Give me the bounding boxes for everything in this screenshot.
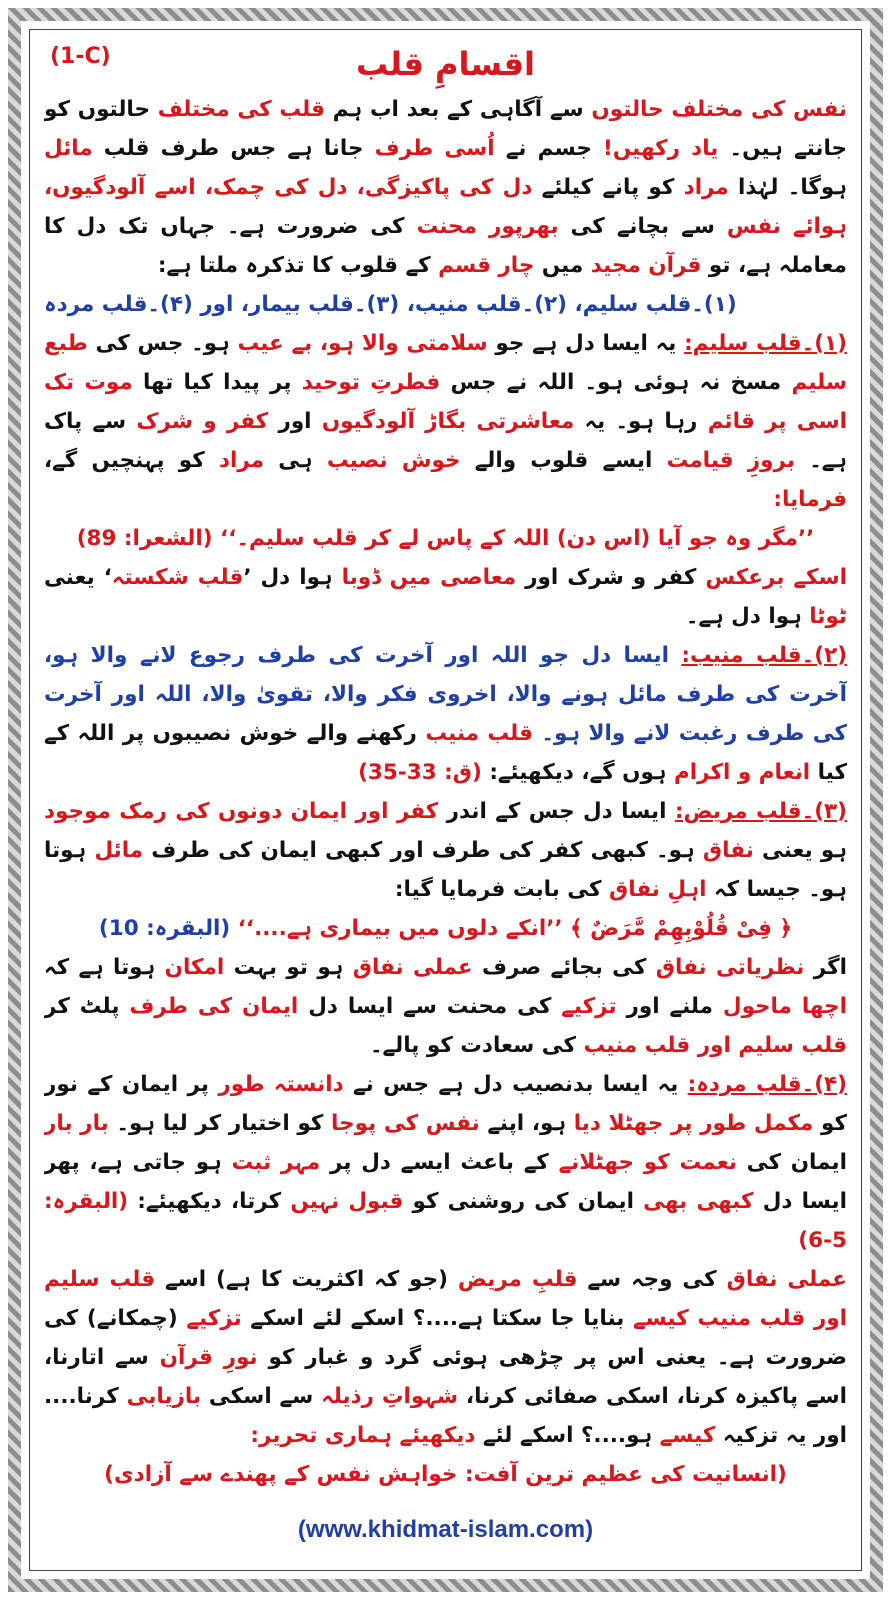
tazkiya-paragraph	[44, 1260, 847, 1455]
text-run: حالتوں کو جانتے ہیں۔	[44, 97, 847, 161]
text-run: عملی نفاق	[726, 1267, 847, 1292]
text-run: سے اتارنا، اسے پاکیزہ کرنا، اسکی صفائی کرنا،	[44, 1345, 847, 1409]
text-run: (۴)۔قلب مردہ:	[687, 1072, 847, 1097]
text-run: ایمان کی روشنی کو	[403, 1189, 644, 1214]
text-run: ہی	[264, 448, 327, 473]
text-run: بروزِ قیامت	[666, 448, 795, 473]
text-run: قرآن مجید	[590, 253, 702, 278]
text-run: کفر اور ایمان دونوں کی رمک موجود	[44, 799, 439, 824]
website-link[interactable]: (www.khidmat-islam.com)	[297, 1516, 594, 1543]
text-run: کی بابت فرمایا گیا:	[394, 877, 610, 902]
text-run: دیکھیئے ہماری تحریر:	[250, 1423, 476, 1448]
text-run: (۱)۔قلب سلیم، (۲)۔قلب منیب، (۳)۔قلب بیمار، اور (۴)۔قلب مردہ	[44, 292, 737, 317]
text-run: فطرتِ توحید	[301, 370, 441, 395]
text-run: کبھی بھی	[643, 1189, 754, 1214]
text-run: بازیابی	[126, 1384, 202, 1409]
page-code: (1-C)	[50, 44, 111, 69]
text-run: نفس کی مختلف حالتوں	[591, 97, 847, 122]
text-run: کے قلوب کا تذکرہ ملتا ہے:	[157, 253, 439, 278]
intro-paragraph	[44, 90, 847, 285]
text-run: نظریاتی نفاق	[655, 955, 805, 980]
text-run: خوش نصیب	[326, 448, 461, 473]
text-run: امکان	[164, 955, 225, 980]
text-run: سے اسکی	[201, 1384, 322, 1409]
text-run: ہو۔ جس کی	[87, 331, 238, 356]
text-run: قلبِ مریض	[457, 1267, 578, 1292]
text-run: دل کی پاکیزگی، دل کی چمک، اسے آلودگیوں، ہوائے نفس	[44, 175, 847, 239]
text-run: کو اختیار کر لیا ہو۔	[108, 1111, 332, 1136]
text-run: کی بجائے صرف	[472, 955, 656, 980]
text-run: سے آگاہی کے بعد اب ہم	[325, 97, 592, 122]
text-run: نفاق	[702, 838, 754, 863]
text-run: اور	[268, 409, 322, 434]
text-run: مہر ثبت	[231, 1150, 321, 1175]
text-run: قلب سلیم اور قلب منیب	[44, 1267, 847, 1331]
text-run: (انسانیت کی عظیم ترین آفت: خواہش نفس کے پھندے سے آزادی)	[104, 1462, 787, 1487]
text-run: اسکے برعکس	[705, 565, 847, 590]
text-run: کی سعادت کو پالے۔	[369, 1033, 584, 1058]
text-run: ٹوٹا	[809, 604, 847, 629]
text-run: مائل	[94, 838, 144, 863]
text-run: نورِ قرآن	[159, 1345, 258, 1370]
text-run: نفس کی پوجا	[331, 1111, 480, 1136]
text-run: کرتا، دیکھیئے:	[128, 1189, 291, 1214]
text-run: انعام و اکرام	[674, 760, 811, 785]
text-run: قلب منیب	[425, 721, 533, 746]
quran-quote-shuara	[44, 519, 847, 558]
text-run: اگر	[804, 955, 847, 980]
text-run: معاشرتی بگاڑ آلودگیوں	[321, 409, 575, 434]
text-run: (الشعرا: 89)	[76, 526, 213, 551]
text-run: کو پانے کیلئے	[532, 175, 684, 200]
qalb-mareez-paragraph	[44, 792, 847, 909]
text-run: سلامتی والا ہو، بے عیب	[237, 331, 488, 356]
heart-types-list	[44, 285, 847, 324]
text-run: رکھنے والے خوش نصیبوں پر اللہ کے کیا	[44, 721, 847, 785]
text-run: کو پہنچیں گے،	[44, 448, 219, 473]
text-run: پلٹ کر	[44, 994, 130, 1019]
text-run: بنایا جا سکتا ہے....؟ اسکے لئے اسکے	[241, 1306, 633, 1331]
text-run: یہ ایسا بدنصیب دل ہے جس نے	[343, 1072, 688, 1097]
text-run: یاد رکھیں!	[603, 136, 719, 161]
text-run: کی محنت سے ایسا دل	[298, 994, 562, 1019]
text-run: شہواتِ رذیلہ	[321, 1384, 459, 1409]
decorative-border	[8, 8, 883, 1592]
inner-border	[29, 29, 862, 1571]
text-run: مائل	[44, 136, 93, 161]
text-run: جسم نے	[494, 136, 604, 161]
text-run: موت تک اسی پر قائم	[44, 370, 847, 434]
text-run: پر پیدا کیا تھا	[132, 370, 302, 395]
text-run: کی ضرورت ہے۔ جہاں تک دل کا معاملہ ہے، تو	[44, 214, 847, 278]
text-run: قلب شکستہ	[111, 565, 244, 590]
text-run: بھرپور محنت	[416, 214, 559, 239]
text-run: اچھا ماحول	[722, 994, 847, 1019]
text-run: مسخ نہ ہوئی ہو۔ اللہ نے جس	[440, 370, 792, 395]
text-run: تزکیے	[186, 1306, 242, 1331]
reference-article	[44, 1455, 847, 1494]
text-run: (۱)۔قلب سلیم:	[684, 331, 847, 356]
article	[44, 34, 847, 1566]
text-run: یہ ایسا دل ہے جو	[487, 331, 685, 356]
text-run: ہو....؟ اسکے لئے	[475, 1423, 660, 1448]
text-run: ہوتا ہو۔ جیسا کہ	[44, 838, 847, 902]
text-run: (البقرہ: 10)	[98, 916, 231, 941]
text-run: قلب سلیم اور قلب منیب	[583, 1033, 847, 1058]
text-run: چار قسم	[438, 253, 535, 278]
text-run: (ق: 33-35)	[358, 760, 482, 785]
text-run: (جو کہ اکثریت کا ہے) اسے	[155, 1267, 458, 1292]
text-run: قبول نہیں	[290, 1189, 404, 1214]
text-run: ﴿ فِیْ قُلُوْبِهِمْ مَّرَضٌ ﴾	[562, 916, 793, 941]
text-run: میں	[534, 253, 591, 278]
text-run: مراد	[218, 448, 265, 473]
text-run: طبع سلیم	[44, 331, 847, 395]
nifaq-paragraph	[44, 948, 847, 1065]
text-run: مراد	[683, 175, 729, 200]
quran-quote-baqarah	[44, 909, 847, 948]
text-run: ہو تو بہت	[224, 955, 353, 980]
text-run: ایسے قلوب والے	[460, 448, 667, 473]
text-run: ہو جاتی ہے، پھر ایسا دل	[44, 1150, 847, 1214]
text-run: فرمایا:	[773, 487, 847, 512]
text-run: ‘ یعنی	[44, 565, 112, 590]
text-run: سے بچانے کی	[558, 214, 727, 239]
text-run: ہوتا ہے کہ	[44, 955, 165, 980]
qalb-saleem-paragraph	[44, 324, 847, 519]
text-run: کے باعث ایسے دل پر	[320, 1150, 559, 1175]
text-run: ایمان کی	[736, 1150, 847, 1175]
text-run: ’’مگر وہ جو آیا (اس دن) اللہ کے پاس لے کر قلب سلیم۔‘‘	[212, 526, 815, 551]
qalb-shikasta-paragraph	[44, 558, 847, 636]
qalb-murda-paragraph	[44, 1065, 847, 1260]
text-run: ایسا دل جو اللہ اور آخرت کی طرف رجوع لانے والا ہو، آخرت کی طرف مائل ہونے والا، اخروی فکر والا، تقویٰ والا، اللہ اور آخرت کی طرف رغبت لانے والا ہو۔	[44, 643, 847, 746]
text-run: کفر و شرک	[136, 409, 269, 434]
text-run: کی وجہ سے	[577, 1267, 727, 1292]
text-run: مکمل طور پر جھٹلا دیا	[573, 1111, 814, 1136]
text-run: (۳)۔قلب مریض:	[674, 799, 847, 824]
text-run: عملی نفاق	[352, 955, 473, 980]
text-run: ہوا دل ’	[243, 565, 342, 590]
text-run: ہو۔ کبھی کفر کی طرف اور کبھی ایمان کی طرف	[143, 838, 703, 863]
text-run: ہوں گے، دیکھیئے:	[481, 760, 675, 785]
text-run: ملنے اور	[616, 994, 723, 1019]
text-run: معاصی میں ڈوبا	[341, 565, 517, 590]
text-run: نعمت کو جھٹلانے	[558, 1150, 737, 1175]
page-title: اقسامِ قلب	[356, 45, 535, 83]
text-run: (چمکانے) کی ضرورت ہے۔ یعنی اس پر چڑھی ہوئی گرد و غبار کو	[44, 1306, 847, 1370]
text-run: ہوگا۔ لہٰذا	[728, 175, 847, 200]
text-run: کرنا.... اور یہ تزکیہ	[44, 1384, 847, 1448]
text-run: جانا ہے جس طرف قلب	[92, 136, 375, 161]
text-run: ہو یعنی	[753, 838, 847, 863]
text-run: ہو، اپنے	[479, 1111, 574, 1136]
text-run: ’’انکے دلوں میں بیماری ہے....‘‘	[230, 916, 563, 941]
text-run: کیسے	[632, 1306, 698, 1331]
text-run: اُسی طرف	[374, 136, 495, 161]
text-run: پر ایمان کے نور کو	[44, 1072, 847, 1136]
text-run: کفر و شرک اور	[516, 565, 706, 590]
text-run: ہوا دل ہے۔	[685, 604, 810, 629]
text-run: اہلِ نفاق	[609, 877, 707, 902]
text-run: رہا ہو۔ یہ	[574, 409, 708, 434]
text-run: تزکیے	[561, 994, 617, 1019]
text-run: ایمان کی طرف	[129, 994, 299, 1019]
text-run: (۲)۔قلب منیب:	[681, 643, 847, 668]
text-run: قلب کی مختلف	[157, 97, 326, 122]
text-run: دانستہ طور	[218, 1072, 344, 1097]
text-run: کیسے	[659, 1423, 716, 1448]
text-run: (البقرہ: 5-6)	[44, 1189, 847, 1253]
text-run: ایسا دل جس کے اندر	[438, 799, 675, 824]
text-run: بار بار	[44, 1111, 109, 1136]
text-run: سے پاک ہے۔	[44, 409, 847, 473]
qalb-muneeb-paragraph	[44, 636, 847, 792]
